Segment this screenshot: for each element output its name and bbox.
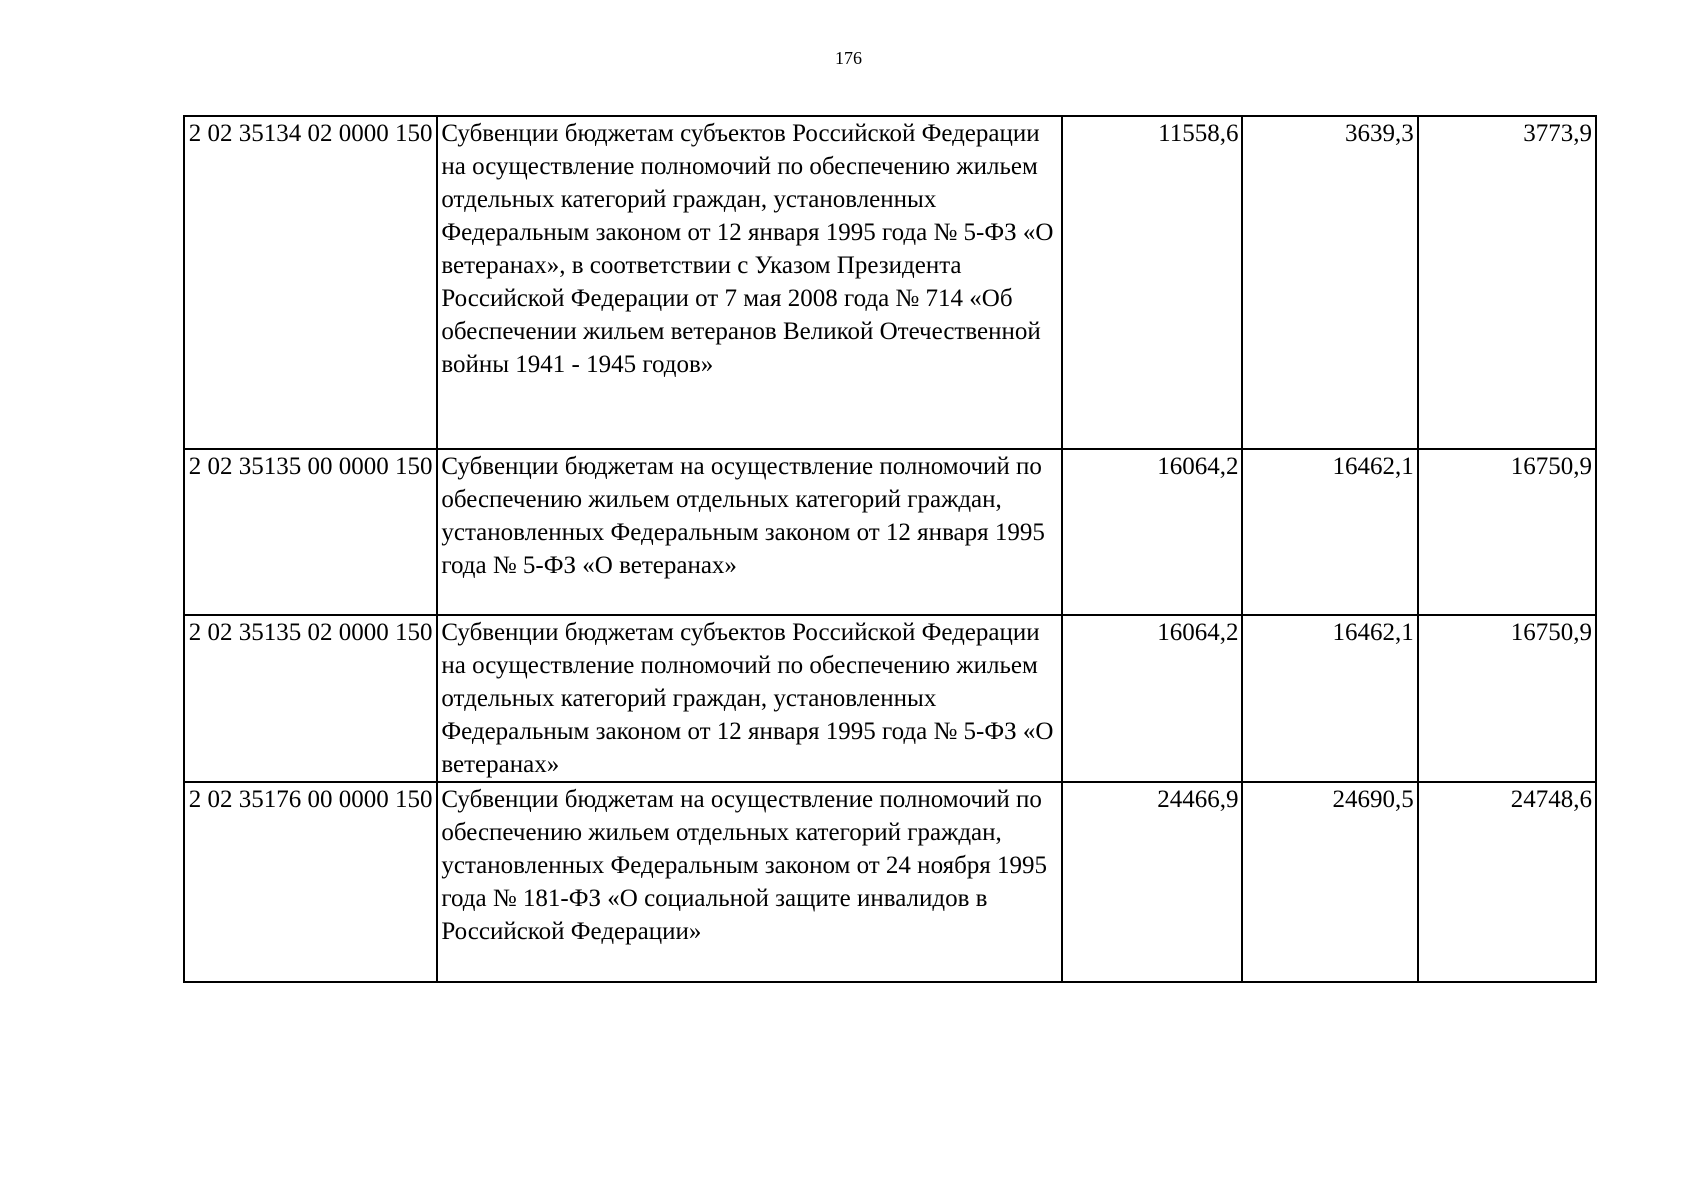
table-row bbox=[184, 449, 1596, 615]
amount-cell-1: 11558,6 bbox=[1062, 116, 1242, 449]
amount-cell-2: 24690,5 bbox=[1242, 782, 1417, 982]
table-row bbox=[184, 615, 1596, 782]
page-number: 176 bbox=[835, 48, 862, 68]
amount-cell-1: 16064,2 bbox=[1062, 615, 1242, 782]
amount-cell-2: 3639,3 bbox=[1242, 116, 1417, 449]
budget-code-cell: 2 02 35135 02 0000 150 bbox=[184, 615, 437, 782]
budget-code-cell: 2 02 35176 00 0000 150 bbox=[184, 782, 437, 982]
amount-cell-1: 24466,9 bbox=[1062, 782, 1242, 982]
description-cell: Субвенции бюджетам субъектов Российской Федерации на осуществление полномочий по обеспечению жильем отдельных категорий граждан, установленных Федеральным законом от 12 января 1995 года № 5-ФЗ «О ветеранах» bbox=[437, 615, 1062, 782]
description-cell: Субвенции бюджетам субъектов Российской Федерации на осуществление полномочий по обеспечению жильем отдельных категорий граждан, установленных Федеральным законом от 12 января 1995 года № 5-ФЗ «О ветеранах», в соответствии с Указом Президента Российской Федерации от 7 мая 2008 года № 714 «Об обеспечении жильем ветеранов Великой Отечественной войны 1941 - 1945 годов» bbox=[437, 116, 1062, 449]
table-row bbox=[184, 116, 1596, 449]
description-cell: Субвенции бюджетам на осуществление полномочий по обеспечению жильем отдельных категорий граждан, установленных Федеральным законом от 12 января 1995 года № 5-ФЗ «О ветеранах» bbox=[437, 449, 1062, 615]
amount-cell-3: 16750,9 bbox=[1418, 449, 1596, 615]
amount-cell-3: 3773,9 bbox=[1418, 116, 1596, 449]
amount-cell-2: 16462,1 bbox=[1242, 449, 1417, 615]
description-cell: Субвенции бюджетам на осуществление полномочий по обеспечению жильем отдельных категорий граждан, установленных Федеральным законом от 24 ноября 1995 года № 181-ФЗ «О социальной защите инвалидов в Российской Федерации» bbox=[437, 782, 1062, 982]
amount-cell-3: 24748,6 bbox=[1418, 782, 1596, 982]
amount-cell-2: 16462,1 bbox=[1242, 615, 1417, 782]
table-row bbox=[184, 782, 1596, 982]
budget-revenue-table bbox=[183, 115, 1597, 983]
amount-cell-1: 16064,2 bbox=[1062, 449, 1242, 615]
budget-code-cell: 2 02 35134 02 0000 150 bbox=[184, 116, 437, 449]
amount-cell-3: 16750,9 bbox=[1418, 615, 1596, 782]
budget-code-cell: 2 02 35135 00 0000 150 bbox=[184, 449, 437, 615]
